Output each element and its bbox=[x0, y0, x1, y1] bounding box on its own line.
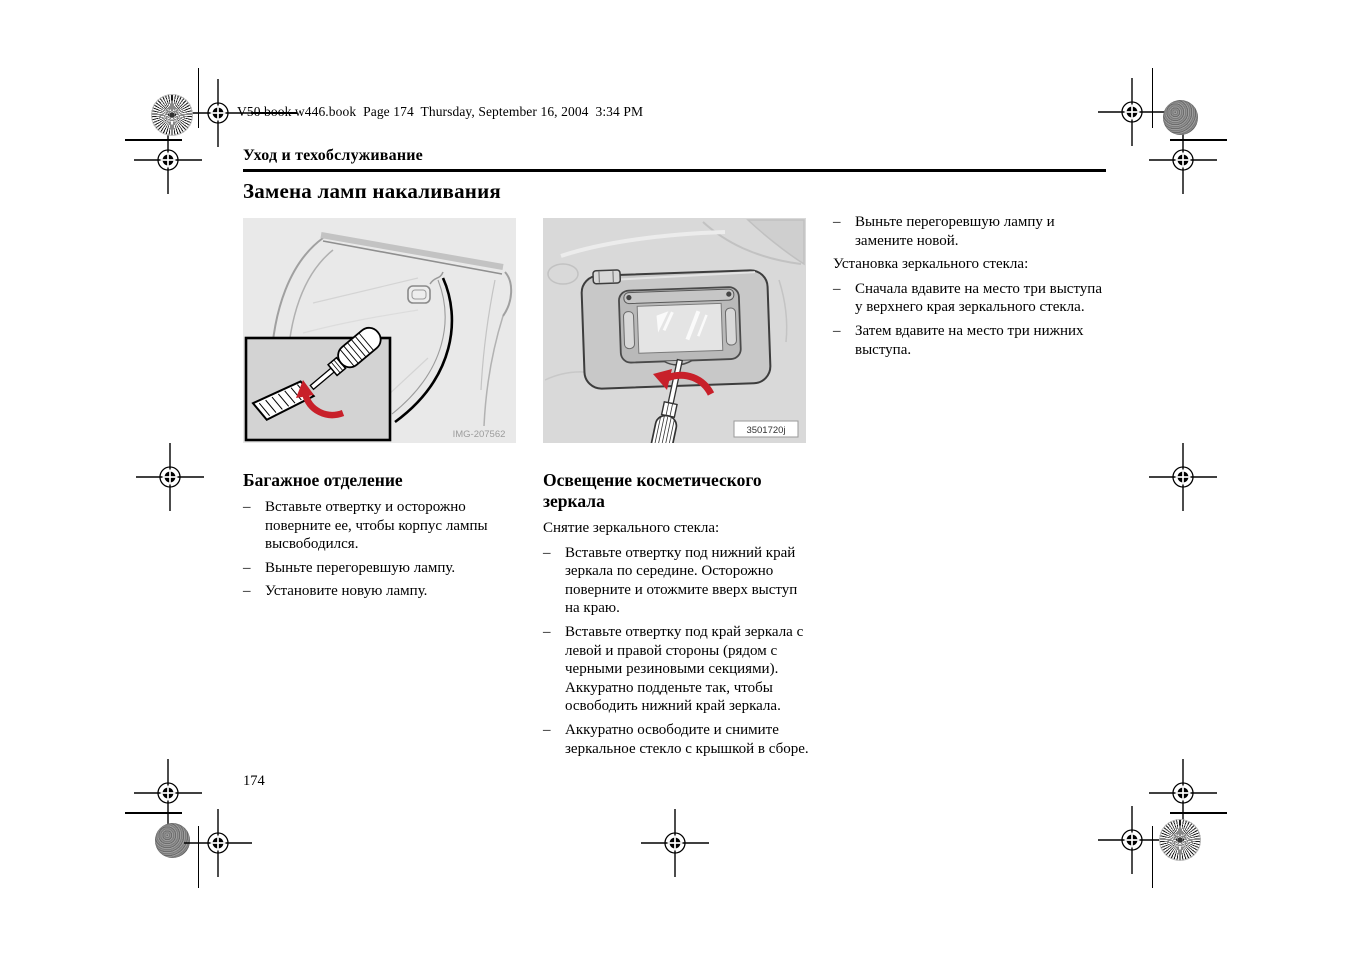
figure-label: 3501720j bbox=[746, 425, 786, 436]
list-item-text: Аккуратно освободите и снимите зеркальное стекло с крышкой в сборе. bbox=[565, 721, 809, 757]
mirror-side-tab bbox=[623, 311, 634, 348]
registration-mark-icon bbox=[183, 808, 253, 878]
bullet-dash: – bbox=[243, 499, 251, 515]
list-item-text: Сначала вдавите на место три выступа у верхнего края зеркального стекла. bbox=[855, 280, 1102, 316]
list-item bbox=[243, 559, 515, 578]
figure-vanity-mirror bbox=[543, 218, 806, 443]
column-right bbox=[833, 213, 1111, 364]
starburst-target-icon bbox=[151, 94, 193, 136]
list-item-text: Вставьте отвертку и осторожно поверните ее, чтобы корпус лампы высвободился. bbox=[265, 499, 488, 553]
registration-mark-icon bbox=[135, 442, 205, 512]
list-item bbox=[243, 582, 515, 601]
halftone-dot-icon bbox=[1163, 100, 1198, 135]
mirror-side-tab bbox=[725, 308, 736, 345]
crop-mark bbox=[1170, 139, 1227, 141]
list-item bbox=[833, 280, 1111, 317]
list-item-text: Выньте перегоревшую лампу и замените новой. bbox=[855, 214, 1055, 249]
registration-mark-icon bbox=[640, 808, 710, 878]
figure-label-box bbox=[734, 421, 798, 437]
list-item bbox=[833, 322, 1111, 359]
crop-mark bbox=[1170, 812, 1227, 814]
registration-mark-icon bbox=[1148, 125, 1218, 195]
inset-detail-box bbox=[246, 323, 390, 440]
list-item bbox=[543, 544, 815, 618]
list-item-text: Выньте перегоревшую лампу. bbox=[265, 559, 456, 576]
crop-mark bbox=[125, 139, 182, 141]
column-trunk bbox=[243, 470, 515, 606]
list-item bbox=[243, 498, 515, 554]
list-item bbox=[543, 721, 815, 758]
vanity-mirror-frame bbox=[619, 287, 742, 367]
column-heading: Освещение косметического зеркала bbox=[543, 470, 762, 511]
bullet-dash: – bbox=[243, 583, 251, 600]
list-item-text: Вставьте отвертку под край зеркала с левой и правой стороны (рядом с черными резиновыми секциями). Аккуратно подденьте так, чтобы освободить нижний край зеркала. bbox=[565, 623, 804, 715]
page-title: Замена ламп накаливания bbox=[243, 179, 501, 203]
figure-trunk-lamp bbox=[243, 218, 516, 443]
trunk-lamp-illustration bbox=[243, 218, 516, 443]
intro-line: Установка зеркального стекла: bbox=[833, 256, 1029, 273]
column-heading: Багажное отделение bbox=[243, 470, 403, 490]
bullet-dash: – bbox=[543, 623, 551, 640]
page-number: 174 bbox=[243, 773, 265, 789]
bullet-dash: – bbox=[833, 280, 841, 297]
column-vanity bbox=[543, 470, 815, 763]
bullet-dash: – bbox=[833, 214, 841, 230]
visor-hinge bbox=[593, 270, 620, 284]
intro-line: Снятие зеркального стекла: bbox=[543, 520, 720, 536]
crop-mark bbox=[1152, 826, 1154, 888]
bullet-dash: – bbox=[543, 721, 551, 738]
header-rule bbox=[243, 169, 1106, 172]
chapter-header: Уход и техобслуживание bbox=[243, 147, 423, 164]
bullet-dash: – bbox=[243, 559, 251, 576]
list-item bbox=[833, 213, 1111, 250]
starburst-target-icon bbox=[1159, 819, 1201, 861]
bullet-dash: – bbox=[543, 544, 551, 561]
file-header-line: V50 book w446.book Page 174 Thursday, September 16, 2004 3:34 PM bbox=[237, 104, 644, 119]
crop-mark bbox=[125, 812, 182, 814]
vanity-mirror-illustration bbox=[543, 218, 806, 443]
registration-mark-icon bbox=[1148, 442, 1218, 512]
list-item-text: Установите новую лампу. bbox=[265, 583, 428, 600]
mirror-glass bbox=[637, 303, 723, 353]
figure-label: IMG-207562 bbox=[452, 429, 506, 440]
registration-mark-icon bbox=[1097, 805, 1167, 875]
bullet-dash: – bbox=[833, 322, 841, 339]
crop-mark bbox=[198, 68, 200, 128]
list-item bbox=[543, 623, 815, 716]
list-item-text: Затем вдавите на место три нижних выступа. bbox=[855, 322, 1084, 358]
crop-mark bbox=[1152, 68, 1154, 128]
list-item-text: Вставьте отвертку под нижний край зеркала по середине. Осторожно поверните и отожмите вверх выступ на краю. bbox=[565, 544, 798, 617]
